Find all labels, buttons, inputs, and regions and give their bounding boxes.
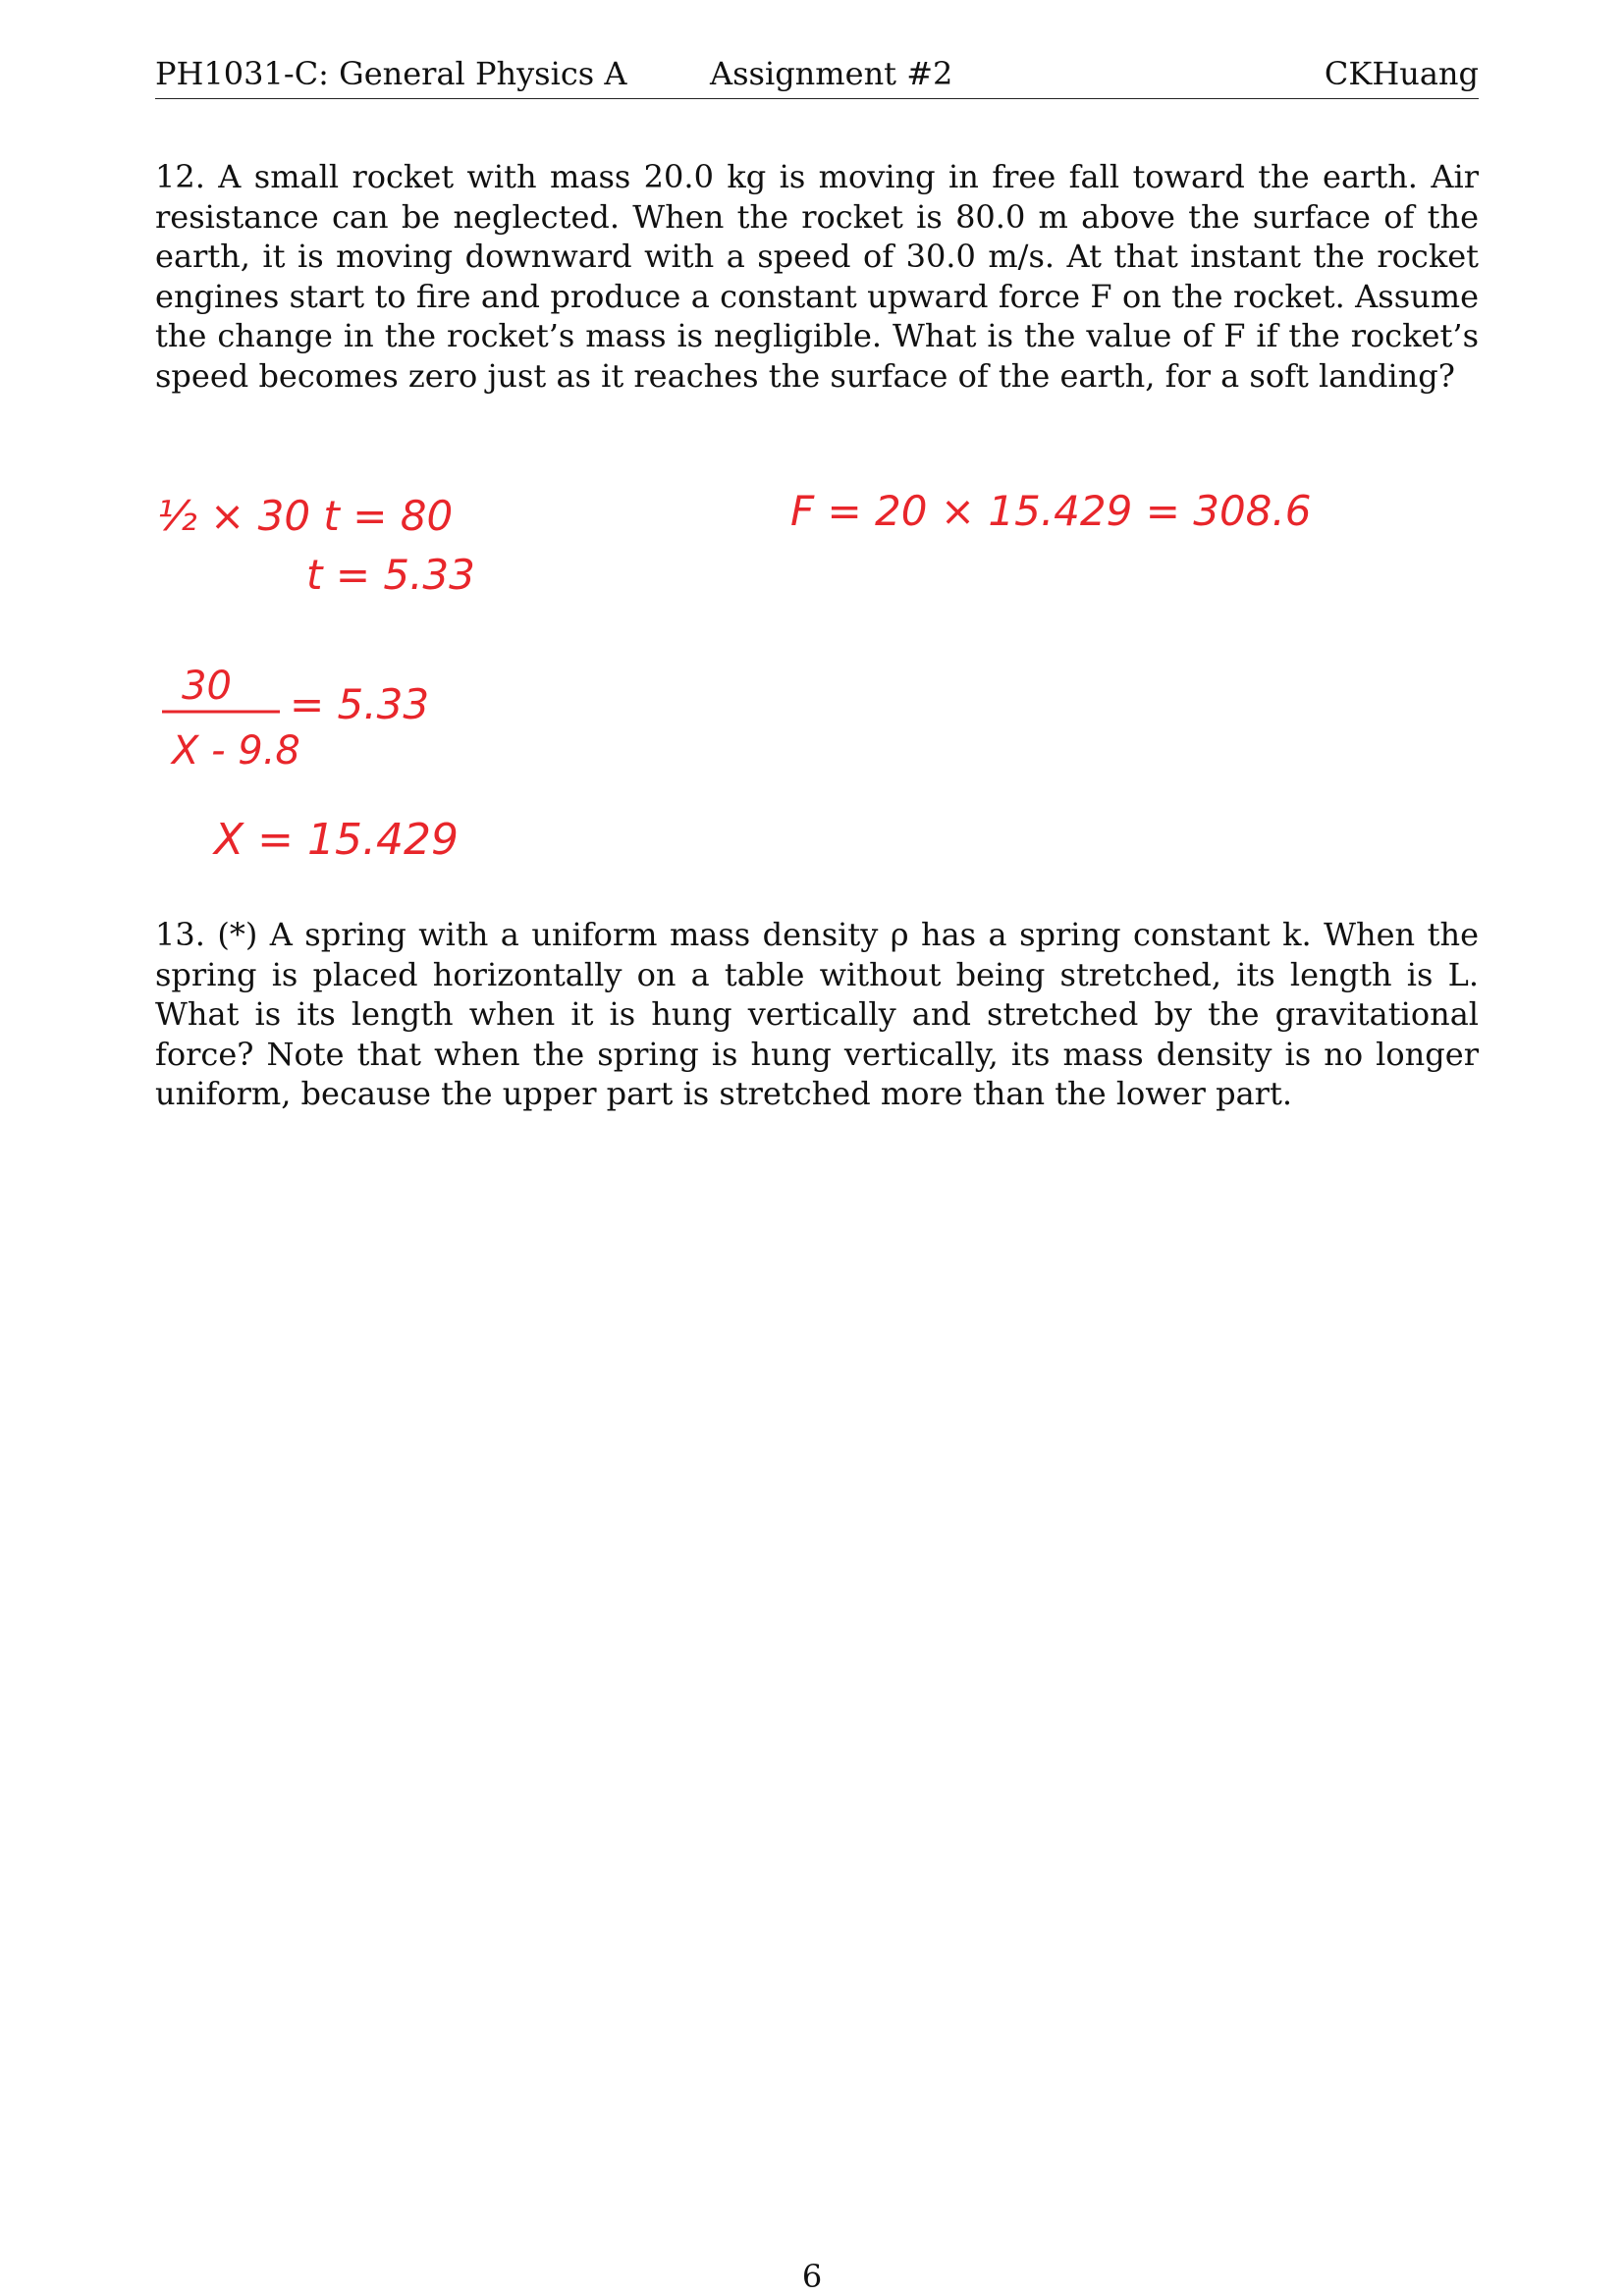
hw-line-time: t = 5.33 <box>306 551 475 599</box>
page-number: 6 <box>801 2258 823 2295</box>
handwritten-solution <box>0 0 1624 883</box>
course-title: PH1031-C: General Physics A <box>155 55 627 92</box>
hw-line-distance-equation: ½ × 30 t = 80 <box>157 492 454 540</box>
assignment-title: Assignment #2 <box>710 55 953 92</box>
problem-12-text: 12. A small rocket with mass 20.0 kg is moving in free fall toward the earth. Air resistance can be neglected. When the rocket is 80.0 m above the surface of the earth, it is moving downward with a speed of 30.0 m/s. At that instant the rocket engines start to fire and produce a constant upward force F on the rocket. Assume the change in the rocket’s mass is negligible. What is the value of F if the rocket’s speed becomes zero just as it reaches the surface of the earth, for a soft landing? <box>155 158 1479 395</box>
hw-line-force: F = 20 × 15.429 = 308.6 <box>790 487 1312 535</box>
problem-13-text: 13. (*) A spring with a uniform mass density ρ has a spring constant k. When the spring is placed horizontally on a table without being stretched, its length is L. What is its length when it is hung vertically and stretched by the gravitational force? Note that when the spring is hung vertically, its mass density is no longer uniform, because the upper part is stretched more than the lower part. <box>155 916 1479 1112</box>
hw-fraction-numerator: 30 <box>182 664 232 709</box>
hw-fraction-denominator: X - 9.8 <box>172 728 300 774</box>
author-name: CKHuang <box>1324 55 1479 92</box>
hw-fraction-rhs: = 5.33 <box>290 680 430 728</box>
hw-line-acceleration: X = 15.429 <box>214 815 459 865</box>
